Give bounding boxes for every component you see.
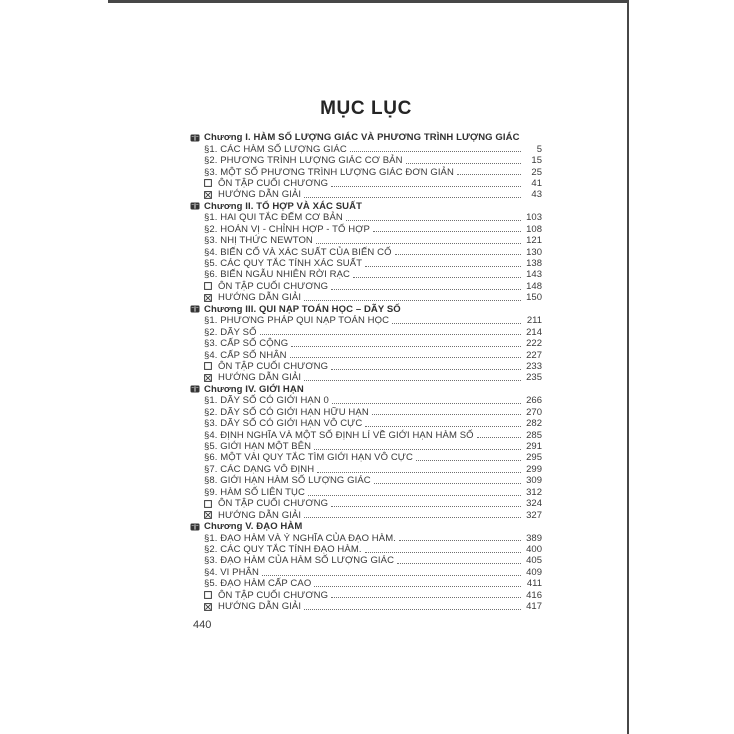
book-icon xyxy=(190,305,200,313)
chapter-row xyxy=(190,304,542,315)
review-row xyxy=(190,590,542,601)
leader-dots xyxy=(316,243,521,244)
page-number: 416 xyxy=(526,589,542,601)
item-label: HƯỚNG DẪN GIẢI xyxy=(218,601,302,613)
item-label: §4. ĐỊNH NGHĨA VÀ MỘT SỐ ĐỊNH LÍ VỀ GIỚI HẠN HÀM SỐ xyxy=(204,429,474,441)
item-label: ÔN TẬP CUỐI CHƯƠNG xyxy=(218,589,329,601)
page-number: 15 xyxy=(531,155,542,167)
leader-dots xyxy=(374,483,521,484)
section-row xyxy=(190,246,542,257)
review-row xyxy=(190,498,542,509)
leader-dots xyxy=(350,151,521,152)
section-row xyxy=(190,475,542,486)
page-number: 285 xyxy=(526,429,542,441)
item-label: §1. PHƯƠNG PHÁP QUI NẠP TOÁN HỌC xyxy=(204,315,390,327)
page-number: 103 xyxy=(526,212,542,224)
page-number: 143 xyxy=(526,269,542,281)
item-label: HƯỚNG DẪN GIẢI xyxy=(218,509,302,521)
page-number: 41 xyxy=(531,177,542,189)
page-number: 309 xyxy=(526,475,542,487)
page-number: 108 xyxy=(526,223,542,235)
item-label: §3. NHỊ THỨC NEWTON xyxy=(204,235,313,247)
item-label: §3. CẤP SỐ CỘNG xyxy=(204,338,289,350)
page-number: 327 xyxy=(526,509,542,521)
section-row xyxy=(190,555,542,566)
section-row xyxy=(190,235,542,246)
item-label: HƯỚNG DẪN GIẢI xyxy=(218,292,302,304)
item-label: HƯỚNG DẪN GIẢI xyxy=(218,189,302,201)
leader-dots xyxy=(392,323,521,324)
item-label: §3. ĐẠO HÀM CỦA HÀM SỐ LƯỢNG GIÁC xyxy=(204,555,395,567)
section-row xyxy=(190,258,542,269)
solutions-row xyxy=(190,509,542,520)
section-row xyxy=(190,224,542,235)
page-number: 417 xyxy=(526,601,542,613)
page-number: 411 xyxy=(526,578,542,590)
section-row xyxy=(190,407,542,418)
leader-dots xyxy=(331,506,521,507)
page-number: 130 xyxy=(526,246,542,258)
section-row xyxy=(190,395,542,406)
leader-dots xyxy=(406,163,521,164)
leader-dots xyxy=(331,289,521,290)
section-row xyxy=(190,143,542,154)
leader-dots xyxy=(314,449,521,450)
checkbox-empty-icon xyxy=(204,591,212,599)
book-icon xyxy=(190,523,200,531)
checkbox-checked-icon xyxy=(204,374,212,382)
page-number: 148 xyxy=(526,280,542,292)
page-number: 409 xyxy=(526,566,542,578)
item-label: ÔN TẬP CUỐI CHƯƠNG xyxy=(218,280,329,292)
leader-dots xyxy=(397,563,521,564)
section-row xyxy=(190,567,542,578)
solutions-row xyxy=(190,292,542,303)
leader-dots xyxy=(331,369,521,370)
item-label: §5. ĐẠO HÀM CẤP CAO xyxy=(204,578,312,590)
page-number: 211 xyxy=(526,315,542,327)
item-label: §1. HAI QUI TẮC ĐẾM CƠ BẢN xyxy=(204,212,343,224)
item-label: §3. DÃY SỐ CÓ GIỚI HẠN VÔ CỰC xyxy=(204,418,363,430)
item-label: §1. DÃY SỐ CÓ GIỚI HẠN 0 xyxy=(204,395,329,407)
section-row xyxy=(190,166,542,177)
leader-dots xyxy=(353,277,521,278)
item-label: ÔN TẬP CUỐI CHƯƠNG xyxy=(218,498,329,510)
review-row xyxy=(190,281,542,292)
page-number: 324 xyxy=(526,498,542,510)
item-label: §3. MỘT SỐ PHƯƠNG TRÌNH LƯỢNG GIÁC ĐƠN GIẢN xyxy=(204,166,454,178)
chapter-row xyxy=(190,132,542,143)
page-number: 312 xyxy=(526,486,542,498)
item-label: §5. GIỚI HẠN MỘT BÊN xyxy=(204,441,312,453)
leader-dots xyxy=(304,380,521,381)
review-row xyxy=(190,361,542,372)
scan-edge-top xyxy=(108,0,629,3)
section-row xyxy=(190,349,542,360)
leader-dots xyxy=(304,517,521,518)
chapter-row xyxy=(190,201,542,212)
checkbox-empty-icon xyxy=(204,179,212,187)
leader-dots xyxy=(317,472,521,473)
page-number: 235 xyxy=(526,372,542,384)
section-row xyxy=(190,487,542,498)
item-label: ÔN TẬP CUỐI CHƯƠNG xyxy=(218,360,329,372)
section-row xyxy=(190,544,542,555)
leader-dots xyxy=(304,197,521,198)
section-row xyxy=(190,429,542,440)
chapter-title: Chương IV. GIỚI HẠN xyxy=(204,383,304,395)
item-label: §7. CÁC DẠNG VÔ ĐỊNH xyxy=(204,463,315,475)
page-number: 43 xyxy=(531,189,542,201)
item-label: §9. HÀM SỐ LIÊN TỤC xyxy=(204,486,305,498)
page-number: 138 xyxy=(526,258,542,270)
review-row xyxy=(190,178,542,189)
book-icon xyxy=(190,134,200,142)
leader-dots xyxy=(304,300,521,301)
section-row xyxy=(190,212,542,223)
leader-dots xyxy=(308,495,521,496)
chapter-title: Chương V. ĐẠO HÀM xyxy=(204,521,303,533)
leader-dots xyxy=(399,540,521,541)
page-number: 227 xyxy=(526,349,542,361)
item-label: §2. HOÁN VỊ - CHỈNH HỢP - TỔ HỢP xyxy=(204,223,370,235)
leader-dots xyxy=(457,174,521,175)
leader-dots xyxy=(346,220,521,221)
leader-dots xyxy=(331,597,521,598)
page-number: 5 xyxy=(536,143,542,155)
checkbox-empty-icon xyxy=(204,362,212,370)
leader-dots xyxy=(314,586,521,587)
item-label: §2. PHƯƠNG TRÌNH LƯỢNG GIÁC CƠ BẢN xyxy=(204,155,403,167)
item-label: §2. DÃY SỐ CÓ GIỚI HẠN HỮU HẠN xyxy=(204,406,369,418)
section-row xyxy=(190,452,542,463)
page-number: 25 xyxy=(531,166,542,178)
page-number: 299 xyxy=(526,463,542,475)
item-label: §4. CẤP SỐ NHÂN xyxy=(204,349,287,361)
item-label: §2. CÁC QUY TẮC TÍNH ĐẠO HÀM. xyxy=(204,543,362,555)
section-row xyxy=(190,418,542,429)
book-icon xyxy=(190,385,200,393)
item-label: §1. CÁC HÀM SỐ LƯỢNG GIÁC xyxy=(204,143,347,155)
solutions-row xyxy=(190,189,542,200)
checkbox-checked-icon xyxy=(204,294,212,302)
page-number: 233 xyxy=(526,360,542,372)
leader-dots xyxy=(477,437,521,438)
page-number: 266 xyxy=(526,395,542,407)
section-row xyxy=(190,464,542,475)
item-label: §4. BIẾN CỐ VÀ XÁC SUẤT CỦA BIẾN CỐ xyxy=(204,246,392,258)
checkbox-checked-icon xyxy=(204,191,212,199)
section-row xyxy=(190,441,542,452)
book-icon xyxy=(190,202,200,210)
section-row xyxy=(190,532,542,543)
footer-page-number: 440 xyxy=(193,619,212,631)
chapter-title: Chương I. HÀM SỐ LƯỢNG GIÁC VÀ PHƯƠNG TRÌNH LƯỢNG GIÁC xyxy=(204,132,520,144)
checkbox-empty-icon xyxy=(204,282,212,290)
section-row xyxy=(190,315,542,326)
chapter-row xyxy=(190,384,542,395)
section-row xyxy=(190,155,542,166)
page-number: 291 xyxy=(526,441,542,453)
leader-dots xyxy=(416,460,521,461)
item-label: §6. MỘT VÀI QUY TẮC TÌM GIỚI HẠN VÔ CỰC xyxy=(204,452,413,464)
leader-dots xyxy=(372,414,521,415)
leader-dots xyxy=(365,426,521,427)
leader-dots xyxy=(332,403,521,404)
page-number: 282 xyxy=(526,418,542,430)
checkbox-empty-icon xyxy=(204,500,212,508)
chapter-row xyxy=(190,521,542,532)
leader-dots xyxy=(291,346,521,347)
item-label: §4. VI PHÂN xyxy=(204,566,259,578)
item-label: ÔN TẬP CUỐI CHƯƠNG xyxy=(218,177,329,189)
checkbox-checked-icon xyxy=(204,511,212,519)
page-number: 222 xyxy=(526,338,542,350)
item-label: §2. DÃY SỐ xyxy=(204,326,257,338)
solutions-row xyxy=(190,601,542,612)
chapter-title: Chương II. TỔ HỢP VÀ XÁC SUẤT xyxy=(204,200,362,212)
item-label: §6. BIẾN NGẪU NHIÊN RỜI RẠC xyxy=(204,269,350,281)
page-number: 121 xyxy=(526,235,542,247)
leader-dots xyxy=(365,266,521,267)
section-row xyxy=(190,338,542,349)
page-number: 150 xyxy=(526,292,542,304)
checkbox-checked-icon xyxy=(204,603,212,611)
page-number: 389 xyxy=(526,532,542,544)
leader-dots xyxy=(365,552,521,553)
page-number: 400 xyxy=(526,543,542,555)
item-label: §1. ĐẠO HÀM VÀ Ý NGHĨA CỦA ĐẠO HÀM. xyxy=(204,532,396,544)
page-number: 295 xyxy=(526,452,542,464)
leader-dots xyxy=(262,575,521,576)
section-row xyxy=(190,326,542,337)
leader-dots xyxy=(373,231,521,232)
leader-dots xyxy=(395,254,521,255)
solutions-row xyxy=(190,372,542,383)
section-row xyxy=(190,269,542,280)
chapter-title: Chương III. QUI NẠP TOÁN HỌC – DÃY SỐ xyxy=(204,303,401,315)
page-number: 270 xyxy=(526,406,542,418)
section-row xyxy=(190,578,542,589)
leader-dots xyxy=(260,334,521,335)
leader-dots xyxy=(331,186,521,187)
page-title: MỤC LỤC xyxy=(320,98,412,119)
item-label: HƯỚNG DẪN GIẢI xyxy=(218,372,302,384)
leader-dots xyxy=(304,609,521,610)
page-number: 405 xyxy=(526,555,542,567)
toc-body xyxy=(190,132,542,612)
item-label: §8. GIỚI HẠN HÀM SỐ LƯỢNG GIÁC xyxy=(204,475,371,487)
leader-dots xyxy=(290,357,521,358)
scan-edge-right xyxy=(627,0,629,734)
table-of-contents xyxy=(190,98,542,612)
page-number: 214 xyxy=(526,326,542,338)
item-label: §5. CÁC QUY TẮC TÍNH XÁC SUẤT xyxy=(204,258,363,270)
